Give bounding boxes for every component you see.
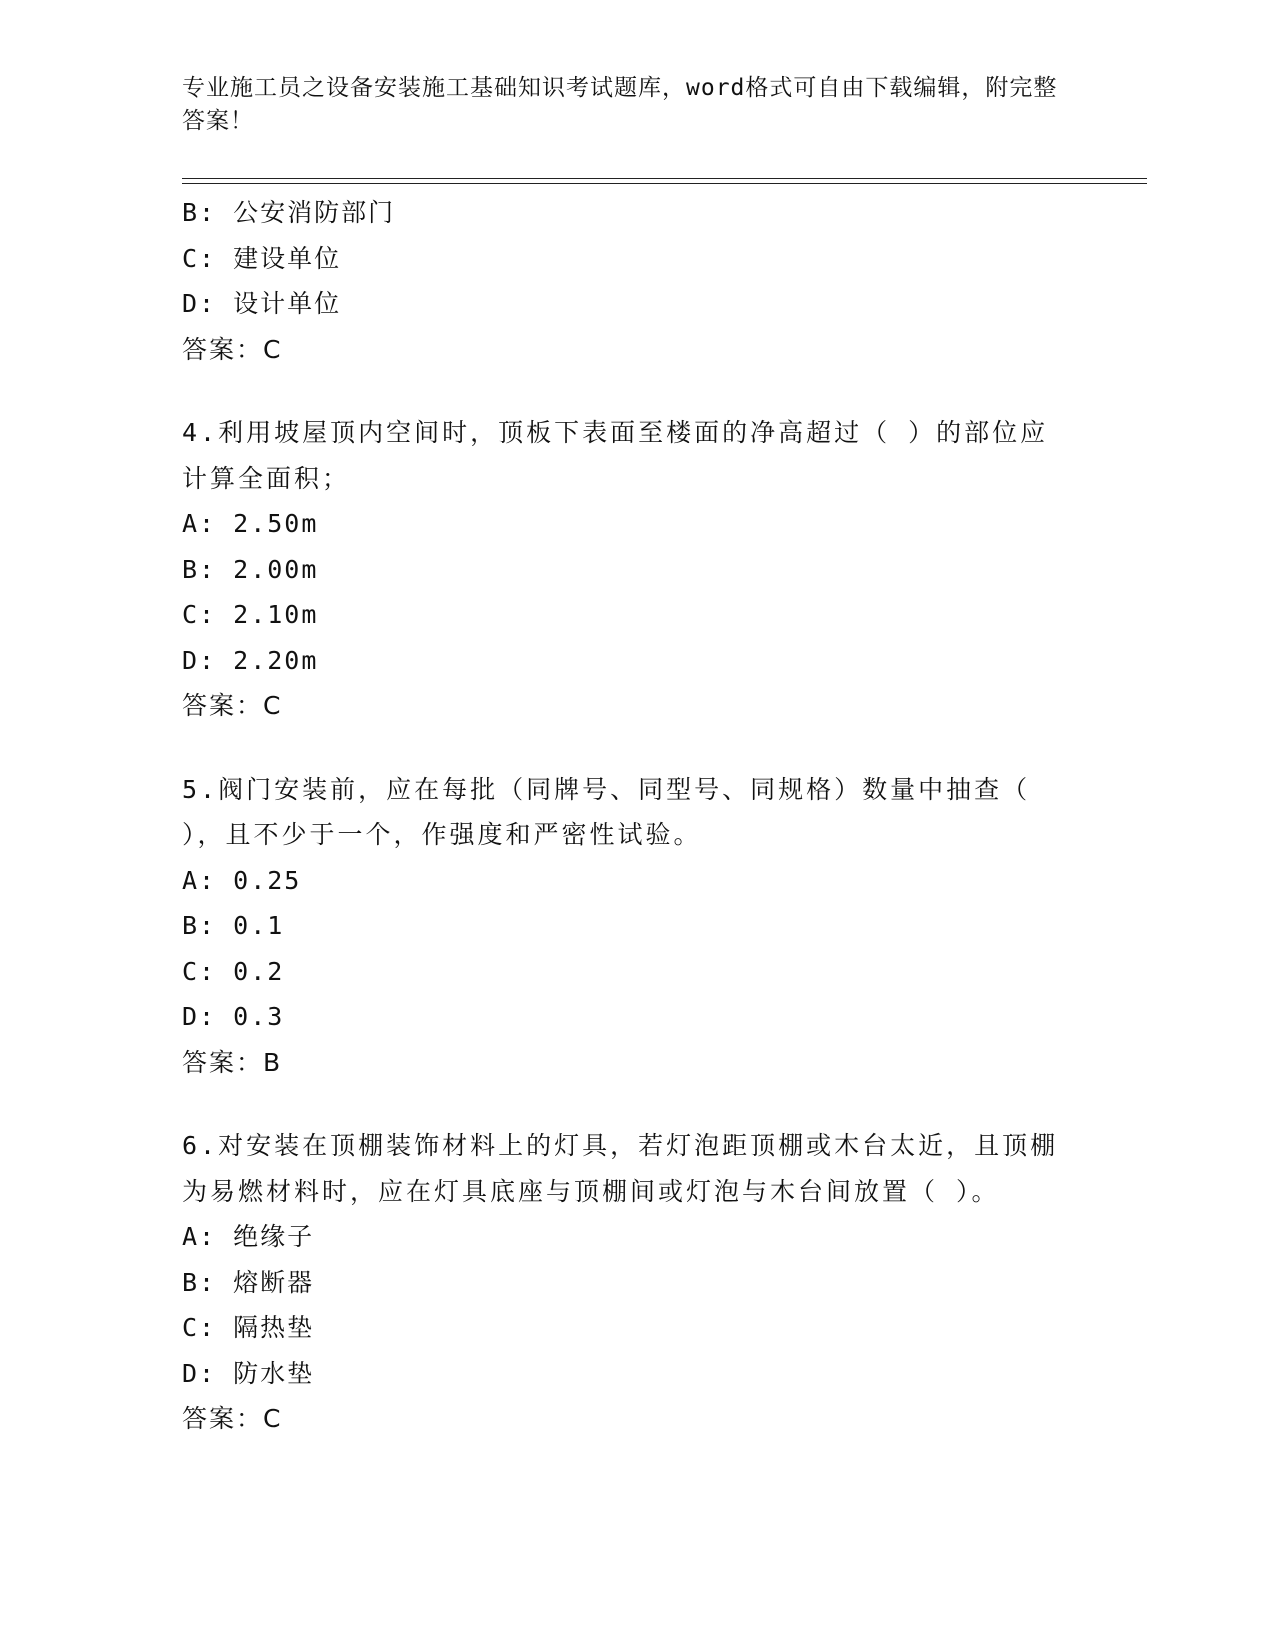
question-stem: 6.对安装在顶棚装饰材料上的灯具，若灯泡距顶棚或木台太近，且顶棚为易燃材料时，应在灯具底座与顶棚间或灯泡与木台间放置（ ）。 — [182, 1131, 1059, 1206]
question-4 — [182, 410, 1082, 729]
option-d: D: 设计单位 — [182, 289, 342, 318]
option-b: B: 公安消防部门 — [182, 198, 396, 227]
question-6 — [182, 1123, 1082, 1442]
question-list — [182, 190, 1082, 1442]
header-divider-bottom — [182, 183, 1147, 184]
spacer — [182, 729, 1082, 767]
option-a: A: 2.50m — [182, 509, 319, 538]
option-c: C: 0.2 — [182, 956, 285, 986]
question-stem: 4.利用坡屋顶内空间时，顶板下表面至楼面的净高超过（ ）的部位应计算全面积； — [182, 418, 1049, 493]
option-b: B: 熔断器 — [182, 1267, 315, 1297]
option-b: B: 2.00m — [182, 554, 319, 584]
option-b: B: 0.1 — [182, 911, 285, 940]
document-header: 专业施工员之设备安装施工基础知识考试题库，word格式可自由下载编辑，附完整答案！ — [182, 75, 1058, 134]
question-3-continued — [182, 190, 1082, 372]
option-d: D: 2.20m — [182, 645, 319, 675]
spacer — [182, 1085, 1082, 1123]
answer: 答案：C — [182, 691, 283, 720]
header-divider-top — [182, 178, 1147, 179]
option-d: D: 0.3 — [182, 1002, 285, 1031]
spacer — [182, 372, 1082, 410]
answer: 答案：C — [182, 334, 283, 364]
option-c: C: 建设单位 — [182, 243, 342, 273]
answer: 答案：B — [182, 1047, 283, 1077]
option-d: D: 防水垫 — [182, 1358, 315, 1388]
question-5 — [182, 767, 1082, 1086]
question-stem: 5.阀门安装前，应在每批（同牌号、同型号、同规格）数量中抽查（ ），且不少于一个，作强度和严密性试验。 — [182, 774, 1031, 849]
option-c: C: 2.10m — [182, 600, 319, 629]
option-a: A: 0.25 — [182, 865, 302, 895]
answer: 答案：C — [182, 1404, 283, 1433]
option-a: A: 绝缘子 — [182, 1222, 315, 1251]
option-c: C: 隔热垫 — [182, 1313, 315, 1342]
